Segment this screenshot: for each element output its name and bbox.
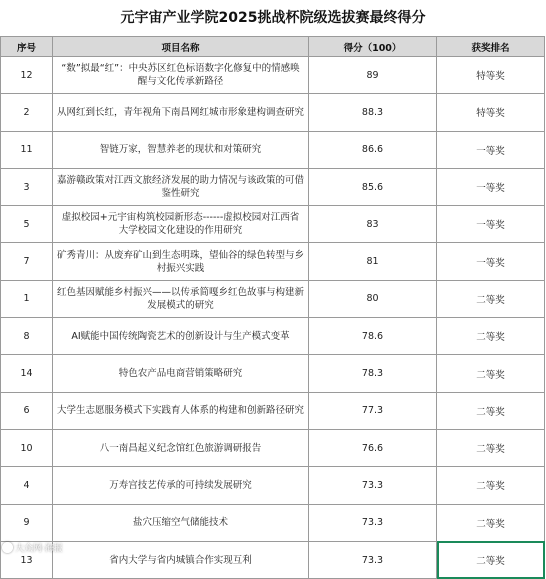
camera-icon — [2, 542, 13, 553]
cell-no: 13 — [1, 541, 53, 578]
cell-score: 80 — [309, 280, 437, 317]
cell-no: 1 — [1, 280, 53, 317]
watermark-text: 大众网·海报 — [15, 544, 63, 554]
selected-award-cell[interactable]: 二等奖 — [437, 541, 545, 578]
cell-score: 86.6 — [309, 131, 437, 168]
header-no: 序号 — [1, 37, 53, 57]
cell-project-name: AI赋能中国传统陶瓷艺术的创新设计与生产模式变革 — [53, 318, 309, 355]
table-row — [1, 318, 545, 355]
watermark — [2, 541, 63, 554]
cell-no: 4 — [1, 467, 53, 504]
table-row — [1, 280, 545, 317]
table-row — [1, 131, 545, 168]
cell-award: 二等奖 — [437, 355, 545, 392]
cell-award: 特等奖 — [437, 94, 545, 131]
cell-award: 一等奖 — [437, 168, 545, 205]
cell-score: 73.3 — [309, 467, 437, 504]
cell-award: 二等奖 — [437, 392, 545, 429]
cell-score: 78.3 — [309, 355, 437, 392]
table-row — [1, 504, 545, 541]
table-row — [1, 429, 545, 466]
table-row — [1, 467, 545, 504]
cell-project-name: 嘉游赣政策对江西文旅经济发展的助力情况与该政策的可借鉴性研究 — [53, 168, 309, 205]
cell-no: 5 — [1, 206, 53, 243]
cell-award: 一等奖 — [437, 206, 545, 243]
cell-score: 76.6 — [309, 429, 437, 466]
cell-award: 二等奖 — [437, 318, 545, 355]
cell-no: 10 — [1, 429, 53, 466]
cell-project-name: 从网红到长红，青年视角下南昌网红城市形象建构调查研究 — [53, 94, 309, 131]
cell-project-name: 八一南昌起义纪念馆红色旅游调研报告 — [53, 429, 309, 466]
cell-score: 73.3 — [309, 504, 437, 541]
cell-no: 8 — [1, 318, 53, 355]
table-row — [1, 392, 545, 429]
cell-no: 3 — [1, 168, 53, 205]
cell-award: 二等奖 — [437, 280, 545, 317]
cell-project-name: 智链万家，智慧养老的现状和对策研究 — [53, 131, 309, 168]
score-table — [0, 36, 545, 579]
table-row — [1, 206, 545, 243]
cell-project-name: 矿秀青川：从废弃矿山到生态明珠，望仙谷的绿色转型与乡村振兴实践 — [53, 243, 309, 280]
page-title: 元宇宙产业学院2025挑战杯院级选拔赛最终得分 — [120, 10, 426, 26]
cell-project-name: 特色农产品电商营销策略研究 — [53, 355, 309, 392]
cell-score: 77.3 — [309, 392, 437, 429]
cell-project-name: 万寿宫技艺传承的可持续发展研究 — [53, 467, 309, 504]
cell-award: 二等奖 — [437, 467, 545, 504]
cell-no: 2 — [1, 94, 53, 131]
cell-award: 特等奖 — [437, 57, 545, 94]
cell-project-name: 虚拟校园+元宇宙构筑校园新形态------虚拟校园对江西省大学校园文化建设的作用研究 — [53, 206, 309, 243]
cell-project-name: 盐穴压缩空气储能技术 — [53, 504, 309, 541]
table-row — [1, 57, 545, 94]
cell-project-name: “数”拟最“红”：中央苏区红色标语数字化修复中的情感唤醒与文化传承新路径 — [53, 57, 309, 94]
table-row — [1, 94, 545, 131]
table-header-row — [1, 37, 545, 57]
cell-no: 7 — [1, 243, 53, 280]
cell-no: 12 — [1, 57, 53, 94]
cell-project-name: 大学生志愿服务模式下实践育人体系的构建和创新路径研究 — [53, 392, 309, 429]
table-row — [1, 243, 545, 280]
cell-score: 73.3 — [309, 541, 437, 578]
cell-no: 6 — [1, 392, 53, 429]
cell-award: 一等奖 — [437, 131, 545, 168]
table-row — [1, 168, 545, 205]
cell-score: 89 — [309, 57, 437, 94]
cell-score: 81 — [309, 243, 437, 280]
table-row — [1, 355, 545, 392]
cell-no: 11 — [1, 131, 53, 168]
cell-score: 88.3 — [309, 94, 437, 131]
cell-score: 83 — [309, 206, 437, 243]
cell-no: 14 — [1, 355, 53, 392]
header-award: 获奖排名 — [437, 37, 545, 57]
cell-project-name: 红色基因赋能乡村振兴——以传承简嘎乡红色故事与构建新发展模式的研究 — [53, 280, 309, 317]
cell-score: 78.6 — [309, 318, 437, 355]
header-project-name: 项目名称 — [53, 37, 309, 57]
cell-score: 85.6 — [309, 168, 437, 205]
cell-award: 一等奖 — [437, 243, 545, 280]
cell-project-name: 省内大学与省内城镇合作实现互利 — [53, 541, 309, 578]
table-row — [1, 541, 545, 578]
header-score: 得分（100） — [309, 37, 437, 57]
cell-no: 9 — [1, 504, 53, 541]
cell-award: 二等奖 — [437, 504, 545, 541]
cell-award: 二等奖 — [437, 429, 545, 466]
